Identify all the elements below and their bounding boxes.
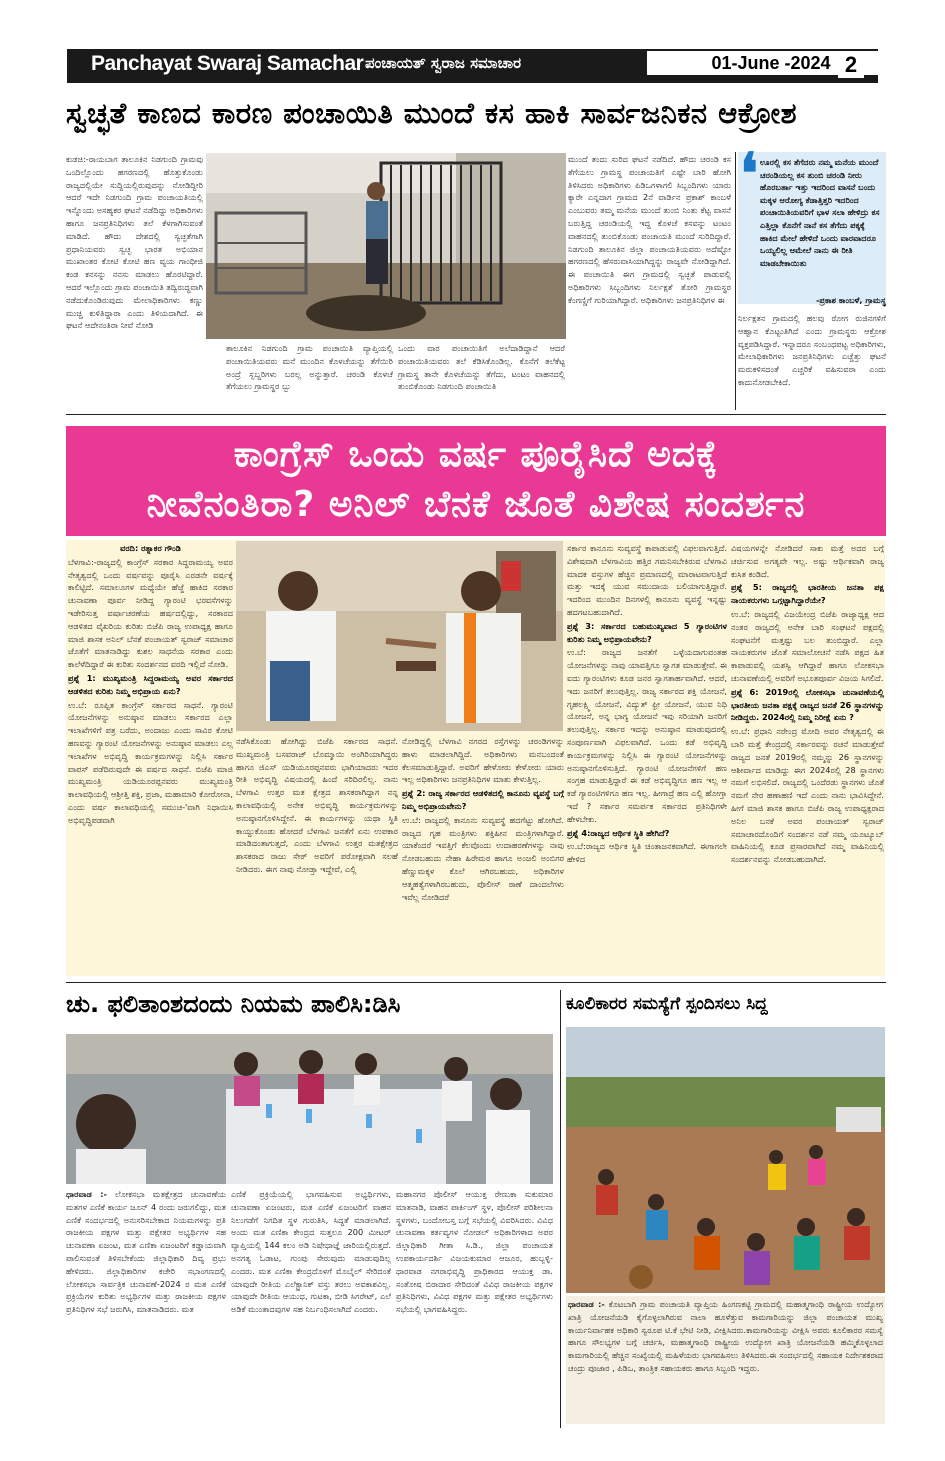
story2-question-1: ಪ್ರಶ್ನೆ 1: ಮುಖ್ಯಮಂತ್ರಿ ಸಿದ್ದರಾಮಯ್ಯ ಅವರ ಸರ್ಕಾರದ ಆಡಳಿತದ ಕುರಿತು ನಿಮ್ಮ ಅಭಿಪ್ರಾಯ ಏನು? — [68, 672, 233, 696]
masthead-title-en: Panchayat Swaraj Samachar — [91, 52, 364, 75]
story3-photo-meeting — [66, 1034, 553, 1184]
story2-column-3 — [402, 735, 564, 973]
story3-headline: ಚು. ಫಲಿತಾಂಶದಂದು ನಿಯಮ ಪಾಲಿಸಿ:ಡಿಸಿ — [66, 990, 401, 1018]
story1-quote-signature: -ಪ್ರಕಾಶ ಕಾಂಬಳೆ, ಗ್ರಾಮಸ್ಥ — [815, 295, 886, 305]
masthead — [67, 49, 878, 83]
story2-column-5 — [731, 542, 884, 973]
story1-column-1 — [66, 153, 203, 408]
story1-column-3-text: ಒಂದು ವಾರ ಪಂಚಾಯಿತಿಗೆ ಅಲೆದಾಡಿದ್ದಾನೆ ಆದರೆ ಪಂಚಾಯಿತಿಯವರು ತಲೆ ಕೆಡಿಸಿಕೊಂಡಿಲ್ಲ. ಕೊನೆಗೆ ತಲೆಕೆಟ್ಟ ಗ್ರಾಮಸ್ಥ ತಾನೇ ಕೊಳಚೆಯನ್ನು ತೆಗೆದು, ಟಂಟಂ ವಾಹನದಲ್ಲಿ ತುಂಬಿಕೊಂಡು ನಿಡಗುಂದಿ ಪಂಚಾಯಿತಿ — [398, 343, 565, 392]
story2-photo-interview — [236, 541, 563, 731]
story3-column-3-text: ಮಹಾನಗರ ಪೊಲೀಸ್ ಆಯುಕ್ತ ರೇಣುಕಾ ಸುಕುಮಾರ ಮಾತನಾಡಿ, ವಾಹನ ಪಾರ್ಕಿಂಗ್ ಸ್ಥಳ, ಪೊಲೀಸ್ ಪರಿಶೀಲನಾ ಸ್ಥಳಗಳು, ಬಂದೋಬಸ್ತ ಬಗ್ಗೆ ಸಭೆಯಲ್ಲಿ ವಿವರಿಸಿದರು. ವಿವಿಧ ಚುನಾವಣಾ ಕರ್ತವ್ಯಗಳ ನೋಡಲ್ ಅಧಿಕಾರಿಗಳಾದ ಅಪರ ಜಿಲ್ಲಾಧಿಕಾರಿ ಗೀತಾ ಸಿ.ಡಿ., ಜಿಲ್ಲಾ ಪಂಚಾಯತ ಉಪಕಾರ್ಯದರ್ಶಿ ವಿಜಯಕುಮಾರ ಆಜೂರ, ಹುಬ್ಬಳ್ಳಿ-ಧಾರವಾಡ ನಗರಾಭಿವೃದ್ಧಿ ಪ್ರಾಧಿಕಾರದ ಆಯುಕ್ತ ಡಾ. ಸಂತೋಷ ಬಿರಾದಾರ ಸೇರಿದಂತೆ ವಿವಿಧ ರಾಜಕೀಯ ಪಕ್ಷಗಳ ಪ್ರತಿನಿಧಿಗಳು, ವಿವಿಧ ಪಕ್ಷಗಳ ಮತ್ತು ಪಕ್ಷೇತರ ಅಭ್ಯರ್ಥಿಗಳು ಸಭೆಯಲ್ಲಿ ಭಾಗವಹಿಸಿದ್ದರು. — [396, 1189, 553, 1315]
story1-headline: ಸ್ವಚ್ಛತೆ ಕಾಣದ ಕಾರಣ ಪಂಚಾಯಿತಿ ಮುಂದೆ ಕಸ ಹಾಕಿ ಸಾರ್ವಜನಿಕನ ಆಕ್ರೋಶ — [66, 96, 798, 130]
story4-caption — [568, 1298, 883, 1424]
story1-quote-box — [738, 141, 886, 304]
story1-column-5 — [738, 312, 886, 410]
story2-question-2: ಪ್ರಶ್ನೆ 2: ರಾಜ್ಯ ಸರ್ಕಾರದ ಆಡಳಿತದಲ್ಲಿ ಕಾನೂನು ವ್ಯವಸ್ಥೆ ಬಗ್ಗೆ ನಿಮ್ಮ ಅಭಿಪ್ರಾಯವೇನು? — [402, 788, 564, 811]
story2-question-5: ಪ್ರಶ್ನೆ 5: ರಾಜ್ಯದಲ್ಲಿ ಭಾರತೀಯ ಜನತಾ ಪಕ್ಷ ನಾಯಕರುಗಳು ಒಗ್ಗಟ್ಟಾಗಿದ್ದಾರೆಯೇ? — [731, 582, 884, 606]
story2-column-1-text: ಬೆಳಗಾವಿ:-ರಾಜ್ಯದಲ್ಲಿ ಕಾಂಗ್ರೆಸ್ ಸರಕಾರ ಸಿದ್ಧರಾಮಯ್ಯ ಅವರ ನೇತೃತ್ವದಲ್ಲಿ ಒಂದು ವರ್ಷವನ್ನು ಪೂರೈಸಿ ಎರಡನೇ ವರ್ಷಕ್ಕೆ ಕಾಲಿಟ್ಟಿದೆ. ಸಮಾಲೂಗಳ ಮಧ್ಯೆಯೇ ಹೆಜ್ಜೆ ಹಾಕಿದ ಸರಕಾರ ಚುನಾವಣಾ ಪೂರ್ವ ನೀಡಿದ್ದ ಗ್ಯಾರಂಟಿ ಭರವಸೆಗಳನ್ನು ಇಡೇರಿಸುತ್ತ ವರ್ಷಾಚರಣೆಯ ಹರ್ಷದಲ್ಲಿದ್ದು, ಸರಕಾರದ ಆಡಳಿತದ ವೈಖರಿಯ ಕುರಿತು ಬಿಜೆಪಿ ರಾಜ್ಯ ಉಪಾಧ್ಯಕ್ಷ ಹಾಗೂ ಮಾಜಿ ಶಾಸಕ ಅನಿಲ್ ಬೆನಕೆ ಪಂಚಾಯತ್ ಸ್ವರಾಜ್ ಸಮಾಚಾರ ಜೊತೆಗೆ ಮಾತನಾಡಿದ್ದು ಕುಶಲ ಸಾಧನೆಯ ಸರಕಾರ ಎಂದು ಕಾಲೆಳೆದಿದ್ದಾರೆ ಈ ಕುರಿತು ಸಂದರ್ಶನದ ವರದಿ ಇಲ್ಲಿದೆ ನೋಡಿ. — [68, 556, 233, 670]
story2-column-1 — [68, 542, 233, 972]
gate-photo-graphic — [206, 153, 566, 339]
story2-question-3: ಪ್ರಶ್ನೆ 3: ಸರ್ಕಾರದ ಬಹುಮುಖ್ಯವಾದ 5 ಗ್ಯಾರಂಟಿಗಳ ಕುರಿತು ನಿಮ್ಮ ಅಭಿಪ್ರಾಯವೇನು? — [567, 620, 727, 644]
story3-column-3 — [396, 1188, 553, 1426]
story1-column-1-text: ಕುಡಚಿ:-ರಾಯಬಾಗ ತಾಲೂಕಿನ ನಿಡಗುಂದಿ ಗ್ರಾಮವು ಒಂದಿಲ್ಲೊಂದು ಹಗರಣದಲ್ಲಿ ಹೊತ್ತುಕೊಂಡು ರಾಜ್ಯದಲ್ಲಿಯೇ ಸುದ್ದಿಯಲ್ಲಿರುವುದನ್ನು ನೋಡಿದ್ದೀರಿ ಆದರೆ ಇದೇ ನಿಡಗುಂದಿ ಗ್ರಾಮ ಪಂಚಾಯತಿಯಲ್ಲಿ ಇನ್ನೊಂದು ಅಸಹ್ಯಕರ ಘಟನೆ ನಡೆದಿದ್ದು ಅಧಿಕಾರಿಗಳು ಹಾಗೂ ಜನಪ್ರತಿನಿಧಿಗಳು ತಲೆ ಕೆಳಗಾಗಿಸುವಂತೆ ಮಾಡಿದೆ. ಹೌದು ದೇಶದಲ್ಲಿ ಸ್ವಚ್ಛತೆಗಾಗಿ ಪ್ರಧಾನಿಯವರು ಸ್ವಚ್ಛ ಭಾರತ ಅಭಿಯಾನ ಮುಖಾಂತರ ಕೋಟಿ ಕೋಟಿ ಹಣ ವ್ಯಯ ಗಾಂಧೀಜಿ ಕಂಡ ಕನಸನ್ನು ನನಸು ಮಾಡಲು ಹೊರಟಿದ್ದಾರೆ. ಆದರೆ ಇಲ್ಲೊಂದು ಗ್ರಾಮ ಪಂಚಾಯಿತಿ ತದ್ವಿರುದ್ಧವಾಗಿ ನಡೆದುಕೊಂಡಿರುವುದು ಮೇಲಾಧಿಕಾರಿಗಳು ಕಣ್ಣು ಮುಚ್ಚಿ ಕುಳಿತಿದ್ದಾರಾ ಎಂದು ತಿಳಿಯದಾಗಿದೆ. ಈ ಘಟನೆ ಆದೇನಂತಿರಾ ನೀವೆ ನೋಡಿ — [66, 154, 203, 331]
story2-question-4: ಪ್ರಶ್ನೆ 4:ರಾಜ್ಯದ ಆರ್ಥಿಕ ಸ್ಥಿತಿ ಹೇಗಿದೆ? — [567, 827, 670, 838]
story2-answer-3: ಉ.ಬೆ: ರಾಜ್ಯದ ಜನತೆಗೆ ಒಳ್ಳೆಯದಾಗುವಂತಹ ಯೋಜನೆಗಳನ್ನು ನಾವು ಯಾವತ್ತಿಗೂ ಸ್ವಾಗತ ಮಾಡುತ್ತೇವೆ. ಈ ಐದು ಗ್ಯಾರಂಟಿಗಳು ಕೂಡ ಜನರ ಸ್ವಾಗತಾರ್ಹವಾಗಿದೆ. ಆದರೆ, ಇದು ಜನರಿಗೆ ತಲುಪುತ್ತಿಲ್ಲ. ರಾಜ್ಯ ಸರ್ಕಾರದ ಶಕ್ತಿ ಯೋಜನೆ, ಗೃಹಲಕ್ಷ್ಮಿ ಯೋಜನೆ, ವಿದ್ಯುತ್ ಫ್ರೀ ಯೋಜನೆ, ಯುವ ನಿಧಿ ಯೋಜನೆ, ಅನ್ನ ಭಾಗ್ಯ ಯೋಜನೆ ಇವು ಸರಿಯಾಗಿ ಜನರಿಗೆ ತಲುಪುತ್ತಿಲ್ಲ. ಸರ್ಕಾರ ಇದನ್ನು ಅನುಷ್ಠಾನ ಮಾಡುವುದರಲ್ಲಿ ಸಂಪೂರ್ಣವಾಗಿ ವಿಫಲವಾಗಿದೆ. ಒಂದು ಕಡೆ ಅಭಿವೃದ್ಧಿ ಕಾರ್ಯಕ್ರಮಗಳನ್ನು ನಿಲ್ಲಿಸಿ ಈ ಗ್ಯಾರಂಟಿ ಯೋಜನೆಗಳನ್ನು ಅನುಷ್ಠಾನಗೊಳಿಸುತ್ತಿದೆ. ಗ್ಯಾರಂಟಿ ಯೋಜನೆಗಳಿಗೆ ಹಣ ಸಂಗ್ರಹ ಮಾಡುತ್ತಿದ್ದಾರೆ ಈ ಕಡೆ ಅಭಿವೃದ್ಧಿಗೂ ಹಣ ಇಲ್ಲ ಆ ಕಡೆ ಗ್ಯಾರಂಟಿಗಳಿಗೂ ಹಣ ಇಲ್ಲ. ಹೀಗಾದ್ರೆ ಹಣ ಎಲ್ಲಿ ಹೋಗ್ತಾ ಇದೆ ? ಸರ್ಕಾರ ಸಮರ್ಪಕ ಸರ್ಕಾರದ ಪ್ರತಿನಿಧಿಗಳೇ ಹೇಳಬೇಕು. — [567, 647, 727, 824]
story2-question-6: ಪ್ರಶ್ನೆ 6: 2019ರಲ್ಲಿ ಲೋಕಸಭಾ ಚುನಾವಣೆಯಲ್ಲಿ ಭಾರತೀಯ ಜನತಾ ಪಕ್ಷಕ್ಕೆ ರಾಜ್ಯದ ಜನತೆ 26 ಸ್ಥಾನಗಳನ್ನು ನೀಡಿದ್ದರು. 2024ರಲ್ಲಿ ನಿಮ್ಮ ನಿರೀಕ್ಷೆ ಏನು ? — [731, 686, 884, 723]
story2-column-4 — [567, 542, 727, 973]
story2-answer-4: ಉ.ಬೆ:ರಾಜ್ಯದ ಆರ್ಥಿಕ ಸ್ಥಿತಿ ಚಿಂತಾಜನಕವಾಗಿದೆ. ಈಗಾಗಲೇ ಹೇಳಿದ — [567, 841, 727, 865]
story2-column-4-text: ಸರ್ಕಾರ ಕಾನೂನು ಸುವ್ಯವಸ್ಥೆ ಕಾಪಾಡುವಲ್ಲಿ ವಿಫಲವಾಗುತ್ತಿದೆ. ವಿಶೇಷವಾಗಿ ಬೆಳಗಾವಿಯ ಹತ್ತಿರ ಗಮನಿಸಬೇಕಿರುವ ಬೆಳಗಾವಿ ಮಾದಕ ವಸ್ತುಗಳ ಹೆಚ್ಚಿನ ಪ್ರಮಾಣದಲ್ಲಿ ಮಾರಾಟವಾಗುತ್ತಿದೆ ಮತ್ತು ಇದಕ್ಕೆ ಯುವ ಸಮುದಾಯ ಬಲಿಯಾಗುತ್ತಿದ್ದಾರೆ. ಇದರಿಂದ ಮುಂದಿನ ದಿನಗಳಲ್ಲಿ ಕಾನೂನು ವ್ಯವಸ್ಥೆ ಇನ್ನಷ್ಟು ಹದಗಟಬಹುದಾಗಿದೆ. — [567, 543, 727, 617]
story2-answer-6: ಉ.ಬೆ: ಪ್ರಧಾನಿ ನರೇಂದ್ರ ಮೋದಿ ಅವರ ನೇತೃತ್ವದಲ್ಲಿ ಈ ಬಾರಿ ಮತ್ತೆ ಕೇಂದ್ರದಲ್ಲಿ ಸರ್ಕಾರವನ್ನು ರಚನೆ ಮಾಡುತ್ತೇವೆ ರಾಜ್ಯದ ಜನತೆ 2019ರಲ್ಲಿ ನಮ್ಮನ್ನು 26 ಸ್ಥಾನಗಳನ್ನು ಆಶೀರ್ವಾದ ಮಾಡಿದ್ದು ಈಗ 2024ರಲ್ಲಿ 28 ಸ್ಥಾನಗಳು ನಮಗೆ ಲಭಿಸಲಿದೆ. ರಾಜ್ಯದಲ್ಲಿ ಒಂದೆರಡು ಸ್ಥಾನಗಳು ಜೊತೆ ನಮಗೆ ನೇರ ಹಣಾಹಣಿ ಇದೆ ಎಂದು ನಾನು ಭಾವಿಸಿದ್ದೇನೆ. ಹೀಗೆ ಮಾಜಿ ಶಾಸಕ ಹಾಗೂ ಬಿಜೆಪಿ ರಾಜ್ಯ ಉಪಾಧ್ಯಕ್ಷರಾದ ಅನಿಲ ಬನಕೆ ಅವರ ಪಂಚಾಯತ್ ಸ್ವರಾಜ್ ಸಮಾಚಾರದೊಂದಿಗೆ ಸಂದರ್ಶನ ನಡೆ ನಮ್ಮ ಯೂಟ್ಯೂಬ್ ವಾಹಿನಿಯಲ್ಲಿ ಕೂಡ ಪ್ರಸಾರವಾಗಿದೆ ನಮ್ಮ ವಾಹಿನಿಯಲ್ಲಿ ಸಂದರ್ಶನವನ್ನು ನೋಡಬಹುದಾಗಿದೆ. — [731, 726, 884, 865]
story2-headline-banner — [66, 426, 886, 536]
column-rule — [560, 990, 561, 1428]
masthead-title-kn: ಪಂಚಾಯತ್ ಸ್ವರಾಜ ಸಮಾಚಾರ — [365, 54, 522, 72]
story4-headline: ಕೂಲಿಕಾರರ ಸಮಸ್ಯೆಗೆ ಸ್ಪಂದಿಸಲು ಸಿದ್ದ — [566, 994, 768, 1014]
story1-column-2-text: ತಾಲೂಕಿನ ನಿಡಗುಂದಿ ಗ್ರಾಮ ಪಂಚಾಯಿತಿ ವ್ಯಾಪ್ತಿಯಲ್ಲಿ ಪಂಚಾಯಿತಿಯವರು ಮನೆ ಮುಂದಿನ ಕೊಳಚೆಯನ್ನು ತೆಗೆಯಿರಿ ಅಂದ್ರೆ ಸ್ಬಬ್ದರಿಗಳು ಬರಲ್ಲ ಅನ್ನುತ್ತಾರೆ. ಚರಂಡಿ ಕೊಳಚೆ ತೆಗೆಯಲು ಗ್ರಾಮಸ್ಥರ ಬ್ಬು — [226, 343, 393, 392]
quote-mark-icon: ❛ — [740, 141, 759, 207]
issue-date: 01-June -2024 — [647, 51, 895, 75]
section-rule — [66, 414, 886, 415]
story3-column-1 — [66, 1188, 226, 1426]
story4-caption-text: ಕೊಟಬಾಗಿ ಗ್ರಾಮ ಪಂಚಾಯತಿ ವ್ಯಾಪ್ತಿಯ ಹಿಂಗಣಕಟ್ಟಿ ಗ್ರಾಮದಲ್ಲಿ ಮಹಾತ್ಮಗಾಂಧಿ ರಾಷ್ಟ್ರೀಯ ಉದ್ಯೋಗ ಖಾತ್ರಿ ಯೋಜನೆಯಡಿ ಕೈಗೊಳ್ಳಲಾಗಿರುವ ನಾಲಾ ಹೂಳೆತ್ತುವ ಕಾಮಗಾರಿಯನ್ನು ಜಿಲ್ಲಾ ಪಂಚಾಯತ ಮುಖ್ಯ ಕಾರ್ಯನಿರ್ವಾಹಕ ಅಧಿಕಾರಿ ಸ್ವರೂಪ ಟಿ.ಕೆ ಭೇಟಿ ನೀಡಿ, ವೀಕ್ಷಿಸಿದರು.ಕಾಮಗಾರಿಯನ್ನು ವೀಕ್ಷಿಸಿ ಅವರು ಕೂಲಿಕಾರರ ಸಮಸ್ಯೆ ಹಾಗೂ ಸೌಲಭ್ಯಗಳ ಬಗ್ಗೆ ಚರ್ಚಿಸಿ, ಮಹಾತ್ಮಗಾಂಧಿ ರಾಷ್ಟ್ರೀಯ ಉದ್ಯೋಗ ಖಾತ್ರಿ ಯೋಜನೆಯಡಿ ಹಮ್ಮಿಕೊಳ್ಳಲಾದ ಕಾಮಗಾರಿಯಲ್ಲಿ ಹೆಚ್ಚಿನ ಸಂಖ್ಯೆಯಲ್ಲಿ ಮಹಿಳೆಯರು ಭಾಗವಹಿಸಲು ತಿಳಿಸಿದರು.ಈ ಸಂದರ್ಭದಲ್ಲಿ ಸಹಾಯಕ ನಿರ್ದೇಶಕರಾದ ಚಂದ್ರು ಪೂಜಾರ , ಪಿಡಿಒ, ತಾಂತ್ರಿಕ ಸಹಾಯಕರು ಹಾಗೂ ಸಿಬ್ಬಂದಿ ಇದ್ದರು. — [568, 1299, 883, 1373]
story2-column-2 — [236, 735, 398, 973]
workers-photo-graphic — [566, 1027, 885, 1293]
story2-column-2-text: ನಡೆಸಿಕೊಂಡು ಹೋಗಿದ್ದು ಬಿಜೆಪಿ ಸರ್ಕಾರದ ಸಾಧನೆ. ಮುಖ್ಯಮಂತ್ರಿ ಬಸವರಾಜ್ ಬೊಮ್ಮಾಯಿ ಅಂಗಿರಿಯಾಗಿದ್ದರು ಹಾಗೂ ಜಿಎಸ್ ಯಡಿಯೂರಪ್ಪನವರು ಭಾಗಿಯಾದರು ಇದರ ರೀತಿ ಅಭಿವೃದ್ಧಿ ವಿಷಯದಲ್ಲಿ ಹಿಂದೆ ಸರಿದಿರಲಿಲ್ಲ. ನಾನು ಬೆಳಗಾವಿ ಉತ್ತರ ಮತ ಕ್ಷೇತ್ರದ ಶಾಸಕರಾಗಿದ್ದಾಗ ನನ್ನ ಕಾಲಾವಧಿಯಲ್ಲಿ ಅನೇಕ ಅಭಿವೃದ್ಧಿ ಕಾರ್ಯಕ್ರಮಗಳನ್ನು ಅನುಷ್ಠಾನಗೊಳಿಸಿದ್ದೇನೆ. ಈ ಕಾರ್ಯಗಳನ್ನು ಯಥಾ ಸ್ಥಿತಿ ಕಾಯ್ದುಕೊಂಡು ಹೋದರೆ ಬೆಳಗಾವಿ ಜನತೆಗೆ ಏನು ಉಪಕಾರ ಮಾಡಿದಂತಾಗುತ್ತದೆ, ಎಂದು ಬೆಳಗಾವಿ ಉತ್ತರ ಮತಕ್ಷೇತ್ರದ ಶಾಸಕರಾದ ರಾಜು ಸೇಠ್ ಅವರಿಗೆ ಪರೋಕ್ಷವಾಗಿ ಸಲಹೆ ನೀಡಿದರು. ಈಗ ನಾವು ನೋಡ್ತಾ ಇದ್ದೇವೆ, ಎಲ್ಲಿ — [236, 736, 398, 874]
page-number: 2 — [838, 52, 864, 78]
story4-dateline: ಧಾರವಾಡ :- — [568, 1299, 605, 1309]
story3-column-2 — [231, 1188, 391, 1426]
story2-byline: ವರದಿ: ರತ್ನಾಕರ ಗೌಂಡಿ — [120, 543, 181, 553]
story1-column-5-text: ನಿರ್ಲಕ್ಷತನ ಗ್ರಾಮದಲ್ಲಿ ಹಲವು ರೋಗ ರುಜಿನಗಳಿಗೆ ಆಹ್ವಾನ ಕೊಟ್ಟಂತಿಗಿದೆ ಎಂದು ಗ್ರಾಮಸ್ಥರು ಆಕ್ರೋಶ ವ್ಯಕ್ತಪಡಿಸಿದ್ದಾರೆ. ಇನ್ನಾದರೂ ಸಂಬಂಧಪಟ್ಟ ಅಧಿಕಾರಿಗಳು, ಮೇಲಾಧಿಕಾರಿಗಳು ಜನಪ್ರತಿನಿಧಿಗಳು ಎಚ್ಚೆತ್ತು ಘಟನೆ ಮರುಕಳಿಸದಂತೆ ಎಚ್ಚರಿಕೆ ವಹಿಸುವರಾ ಎಂದು ಕಾದುನೋಡಬೇಕಿದೆ. — [738, 313, 886, 387]
story1-column-2 — [226, 342, 393, 410]
story2-headline-line-2: ನೀವೆನಂತಿರಾ? ಅನಿಲ್ ಬೆನಕೆ ಜೊತೆ ವಿಶೇಷ ಸಂದರ್ಶನ — [146, 484, 806, 525]
story2-column-3-text: ನೋಡಿದ್ದಲ್ಲಿ ಬೆಳಗಾವಿ ನಗರದ ರಸ್ತೆಗಳನ್ನು ಚರಂಡಿಗಳನ್ನು ಹಾಳು ಮಾಡಲಾಗಿದ್ದಿದೆ. ಅಧಿಕಾರಿಗಳು ಮನಬಂದಂತೆ ಕೆಲಸಮಾಡುತ್ತಿದ್ದಾರೆ. ಅವರಿಗೆ ಹೇಳೋರು ಕೇಳೋರು ಯಾರು ಇಲ್ಲ ಅಧಿಕಾರಿಗಳು ಜನಪ್ರತಿನಿಧಿಗಳ ಮಾತು ಕೇಳುತ್ತಿಲ್ಲ. — [402, 736, 564, 785]
story3-dateline: ಧಾರವಾಡ :- — [66, 1189, 107, 1199]
story3-column-2-text: ಎಣಿಕೆ ಪ್ರಕ್ರಿಯೆಯಲ್ಲಿ ಭಾಗವಹಿಸುವ ಅಭ್ಯರ್ಥಿಗಳು, ಚುನಾವಣಾ ಏಜಂಟರು, ಮತ ಎಣಿಕೆ ಏಜಂಟರಿಗೆ ವಾಹನ ನಿಲುಗಡೆಗೆ ನಿಗದಿತ ಸ್ಥಳ ಗುರುತಿಸಿ, ಸಿದ್ಧತೆ ಮಾಡಲಾಗಿದೆ. ಅಂದು ಮತ ಎಣಿಕಾ ಕೇಂದ್ರದ ಸುತ್ತಲೂ 200 ಮೀಟರ್ ವ್ಯಾಪ್ತಿಯಲ್ಲಿ 144 ಕಲಂ ಅಡಿ ನಿಷೇಧಾಜ್ಞೆ ಜಾರಿಯಲ್ಲಿರುತ್ತದೆ. ಅನಗತ್ಯ ಓಡಾಟ, ಗುಂಪು ಸೇರುವುದು ಮಾಡುವುದಿಲ್ಲ ಎಂದರು. ಮತ ಎಣಿಕಾ ಕೇಂದ್ರದೊಳಗೆ ಮೊಬೈಲ್ ಸೇರಿದಂತೆ ಯಾವುದೇ ರೀತಿಯ ಎಲೆಕ್ಟ್ರಾನಿಕ್ ವಸ್ತು ತರಲು ಅವಕಾಶವಿಲ್ಲ. ಯಾವುದೇ ರೀತಿಯ ಆಯುಧ, ಗುಟಕಾ, ಬೀಡಿ ಸಿಗರೇಟ್, ಎಲೆ ಅಡಿಕೆ ಮುಂತಾದವುಗಳ ಸಹ ನಿರ್ಬಂಧಿಸಲಾಗಿದೆ ಎಂದರು. — [231, 1189, 391, 1315]
column-rule — [735, 152, 736, 410]
section-rule — [66, 982, 886, 983]
story2-answer-2: ಉ.ಬೆ: ರಾಜ್ಯದಲ್ಲಿ ಕಾನೂನು ಸುವ್ಯವಸ್ಥೆ ಹದಗೆಟ್ಟು ಹೋಗಿದೆ. ರಾಜ್ಯದ ಗೃಹ ಮಂತ್ರಿಗಳು ಶಕ್ತಿಹೀನ ಮಂತ್ರಿಗಳಾಗಿದ್ದಾರೆ. ಯಾಕೆಂದರೆ ಇವತ್ತಿಗೆ ಕೆಲವೊಂದು ಉದಾಹರಣೆಗಳನ್ನು ನಾವು ನೋಡಬಹುದು ನೇಹಾ ಹಿರೇಮಠ ಹಾಗೂ ಅಂಜಲಿ ಅಂಬಿಗರ ಹೆಣ್ಣುಮಕ್ಕಳ ಕೊಲೆ ಆಗಿರಬಹುದು, ಅಧಿಕಾರಿಗಳ ಆತ್ಮಹತ್ಯೆಗಳಾಗಿರಬಹುದು, ಪೊಲೀಸ್ ಠಾಣೆ ದಾಂದಲೆಗಳು ಇವೆಲ್ಲ ನೋಡಿದರೆ — [402, 814, 564, 902]
story2-answer-1: ಉ.ಬೆ: ರೂಪ್ಪಿತ ಕಾಂಗ್ರೆಸ್ ಸರ್ಕಾರದ ಸಾಧನೆ. ಗ್ಯಾರಂಟಿ ಯೋಜನೆಗಳನ್ನು ಅನುಷ್ಠಾನ ಮಾಡಲು ಸರ್ಕಾರದ ಎಲ್ಲಾ ಇಲಾಖೆಗಳಿಗೆ ಪತ್ರ ಬರೆದು, ಅಂದಾಜು ಎಂದು ಸಾವಿರ ಕೋಟಿ ಹಣವನ್ನು ಗ್ಯಾರಂಟಿ ಯೋಜನೆಗಳನ್ನು ಅನುಷ್ಠಾನ ಮಾಡಲು ಎಲ್ಲ ಇಲಾಖೆಗಳ ಅಭಿವೃದ್ಧಿ ಕಾರ್ಯಕ್ರಮಗಳನ್ನು ನಿಲ್ಲಿಸಿ ಸರ್ಕಾರ ವಾಪಸ್ ಪಡೆದಿರುವುದೇ ಈ ವರ್ಷದ ಸಾಧನೆ. ಬಿಜೆಪಿ ಮಾಜಿ ಮುಖ್ಯಮಂತ್ರಿ ಯಡಿಯೂರಪ್ಪನವರು ಮುಖ್ಯಮಂತ್ರಿ ಕಾಲಾವಧಿಯಲ್ಲಿ ಆಶ್ರೀತ್ತಿ ಶಕ್ತಿ, ಪ್ರಜಾ, ಮಹಾಮಾರಿ ಕೋರೋನಾ, ಎಂದು ವರ್ಷ ಕಾಲಾವಧಿಯಲ್ಲಿ ಸಮುಚ-'ವಾಗಿ ನಿಧಾಯಿಸಿ ಅಭಿವೃದ್ಧಿಪಡವಾಗಿ — [68, 699, 233, 825]
meeting-photo-graphic — [66, 1034, 553, 1184]
story2-answer-5: ಉ.ಬೆ: ರಾಜ್ಯದಲ್ಲಿ ವಿಜಯೇಂದ್ರ ಬಿಜೆಪಿ ರಾಜ್ಯಾಧ್ಯಕ್ಷ ಆದ ನಂತರ ರಾಜ್ಯದಲ್ಲಿ ಅನೇಕ ಬಾರಿ ಸಂಘಟನೆ ಪಕ್ಷದಲ್ಲಿ ಸಂಘಟನೆಗೆ ಮತ್ತಷ್ಟು ಬಲ ತುಂಬಿದ್ದಾರೆ. ಎಲ್ಲಾ ನಾಯಕರುಗಳ ಜೊತೆ ಸಮಾಲೋಚನೆ ನಡೆಸಿ ಪಕ್ಷದ ಹಿತ ಕಾಪಾಡುವಲ್ಲಿ ಯಶಸ್ವಿ ಆಗಿದ್ದಾರೆ ಹಾಗೂ ಲೋಕಸಭಾ ಚುನಾವಣೆಯಲ್ಲಿ ಅವರಿಗೆ ಅಭೂತಪೂರ್ವ ವಿಜಯ ಸಿಗಲಿದೆ. — [731, 608, 884, 683]
story1-column-4-text: ಮುಂದೆ ತಂದು ಸುರಿದ ಘಟನೆ ನಡೆದಿದೆ. ಹೌದು ಚರಂಡಿ ಕಸ ತೆಗೆಯಲು ಗ್ರಾಮಸ್ಥ ಪಂಚಾಯತಿಗೆ ಎಷ್ಟೇ ಬಾರಿ ಹೋಗಿ ತಿಳಿಸಿದರು ಅಧಿಕಾರಿಗಳು ಪಿಡಿಒಗಳಾಗಲಿ ಸಿಬ್ಬಂದಿಗಳು ಯಾರು ಕ್ಯಾರೇ ಎನ್ನದಾಗ ಗ್ರಾಮದ 2ನೆ ವಾರ್ಡಿನ ಪ್ರಕಾಶ್ ಕಾಂಬಳೆ ಎಂಬುವರು ತಮ್ಮ ಮನೆಯ ಮುಂದೆ ತುಂಬಿ ನಿಂತು ಕೆಟ್ಟ ವಾಸನೆ ಬರುತ್ತಿದ್ದ ಚರಂಡಿಯಲ್ಲಿ ಇದ್ದ ಕೊಳಚೆ ಕಸವನ್ನು ಟಂಟಂ ವಾಹನದಲ್ಲಿ ತುಂಬಿಕೊಂಡು ಪಂಚಾಯತಿ ಮುಂದೆ ಸುರಿದಿದ್ದಾರೆ. ನಿಡಗುಂದಿ ತಾಲೂಕಿನ ಜಿಲ್ಲಾ ಪಂಚಾಯತಿಯವರು ಅದೆಷ್ಟೋ ಹಗರಣದಲ್ಲಿ ಹೆಸರುವಾಸಿಯಾಗಿದ್ದನ್ನು ರಾಜ್ಯವೇ ನೋಡಿದ್ದಾಗಿದೆ. ಈ ಪಂಚಾಯಿತಿ ಈಗ ಗ್ರಾಮದಲ್ಲಿ ಸ್ವಚ್ಛತೆ ಪಾಡುವಲ್ಲಿ ಅಧಿಕಾರಿಗಳು ಸಿಬ್ಬಂದಿಗಳು ನಿರ್ಲಕ್ಷತೆ ತೋರಿ ಗ್ರಾಮಸ್ಥರ ಕೆಂಗಣ್ಣಿಗೆ ಗುರಿಯಾಗಿದ್ದಾರೆ. ಅಧಿಕಾರಿಗಳು ಜನಪ್ರತಿನಿಧಿಗಳ ಈ — [568, 154, 731, 305]
story4-photo-workers — [566, 1027, 885, 1293]
story2-column-5-text: ವಿಷಯಗಳನ್ನೇ ನೋಡಿದರೆ ಸಾಕು ಮತ್ತೆ ಅದರ ಬಗ್ಗೆ ಚರ್ಚಿಸುವ ಅಗತ್ಯವೇ ಇಲ್ಲ. ಅಷ್ಟು ಆರ್ಥಿಕವಾಗಿ ರಾಜ್ಯ ಕುಸಿತ ಕಂಡಿದೆ. — [731, 543, 884, 579]
interview-photo-graphic — [236, 541, 563, 731]
story1-photo-garbage-at-gate — [206, 153, 566, 339]
story1-column-4 — [568, 153, 731, 410]
story2-headline-line-1: ಕಾಂಗ್ರೆಸ್ ಒಂದು ವರ್ಷ ಪೂರೈಸಿದೆ ಅದಕ್ಕೆ — [233, 434, 719, 475]
story3-column-1-text: ಲೋಕಸಭಾ ಮತಕ್ಷೇತ್ರದ ಚುನಾವಣೆಯ ಮತಗಳ ಎಣಿಕೆ ಕಾರ್ಯ ಜೂನ್ 4 ರಂದು ಜರುಗಲಿದ್ದು, ಮತ ಎಣಿಕೆ ಸಂದರ್ಭದಲ್ಲಿ ಅನುಸರಿಸಬೇಕಾದ ನಿಯಮಗಳನ್ನು ಪ್ರತಿ ರಾಜಕೀಯ ಪಕ್ಷಗಳ ಮತ್ತು ಪಕ್ಷೇತರ ಅಭ್ಯರ್ಥಿಗಳ ಸಹ ಚುನಾವಣಾ ಏಜಂಟ, ಮತ ಎಣಿಕಾ ಏಜಂಟರಿಗೆ ಕಡ್ಡಾಯವಾಗಿ ಪಾಲಿಸುವಂತೆ ತಿಳಿಸಬೇಕೆಂದು ಜಿಲ್ಲಾಧಿಕಾರಿ ದಿವ್ಯ ಪ್ರಭು ಹೇಳಿದರು. ಜಿಲ್ಲಾಧಿಕಾರಿಗಳ ಕಚೇರಿ ಸಭಾಂಗಣದಲ್ಲಿ ಲೋಕಸಭಾ ಸಾರ್ವತ್ರಿಕ ಚುನಾವಣೆ-2024 ರ ಮತ ಎಣಿಕೆ ಪ್ರಕ್ರಿಯೆಗಳ ಕುರಿತು ಅಭ್ಯರ್ಥಿಗಳ ಮತ್ತು ರಾಜಕೀಯ ಪಕ್ಷಗಳ ಪ್ರತಿನಿಧಿಗಳ ಸಭೆ ಜರುಗಿಸಿ, ಮಾತನಾಡಿದರು. ಮತ — [66, 1189, 226, 1315]
story1-column-3 — [398, 342, 565, 410]
story1-quote-text: ಊರಲ್ಲಿ ಕಸ ತೆಗೆದರು ನಮ್ಮ ಮನೆಯ ಮುಂದೆ ಚರಂಡಿಯಲ್ಲ ಕಸ ತುಂಬಿ ಚರಂಡಿ ನೀರು ಹೊರಬರ್ತಾ ಇತ್ತು ಇದರಿಂದ ವಾಸನೆ ಬಂದು ಮಕ್ಕಳ ಆರೋಗ್ಯ ಕೆಡಾತ್ತಿತ್ತರಿ ಇದರಿಂದ ಪಂಚಾಯಿತಿಯವರಿಗೆ ಭಾಳ ಸಲಾ ಹೇಳಿದ್ರು ಕಸ ಎತ್ತಿಲ್ಲಾ ಕೊನೆಗೆ ನಾನೆ ಕಸ ತೆಗೆದು ಪಕ್ಕಕ್ಕೆ ಹಾಕಿದ ಮೇಲೆ ಹೇಳಿದೆ ಒಂದು ವಾರವಾದರೂ ಒಯ್ಯಲಿಲ್ಲ ಆಮೇಲೆ ನಾನು ಈ ರೀತಿ ಮಾಡಬೇಕಾಯಿತು — [760, 157, 880, 268]
